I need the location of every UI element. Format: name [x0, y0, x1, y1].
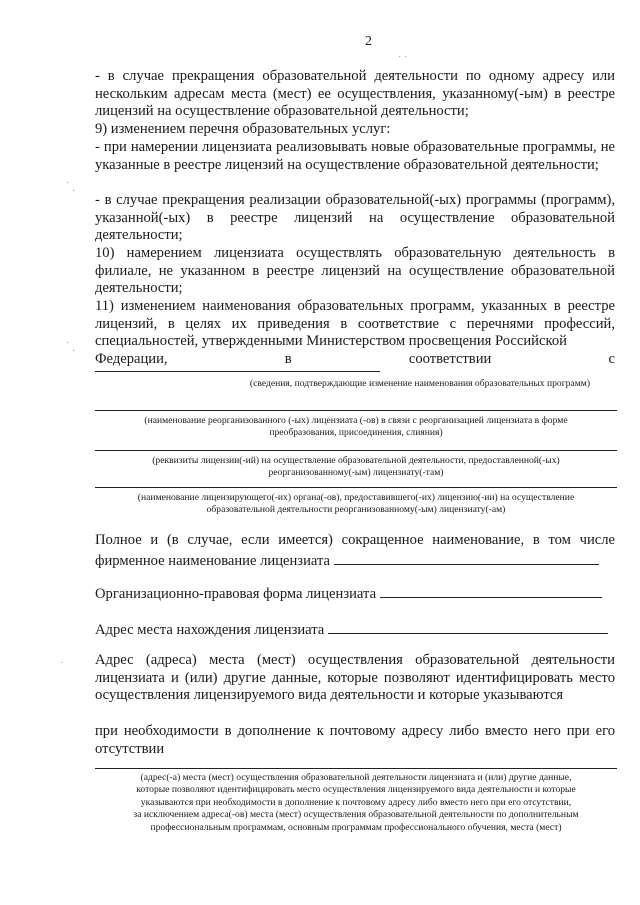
caption-line: (наименование реорганизованного (-ых) лицензиата (-ов) в связи с реорганизацией лицензиата в форме	[144, 415, 568, 426]
caption-programs: (сведения, подтверждающие изменение наименования образовательных программ)	[249, 378, 591, 389]
field-label: Полное и (в случае, если имеется) сокращенное наименование, в том числе фирменное наименование лицензиата	[95, 532, 615, 569]
scan-speck: ·	[66, 338, 70, 349]
fill-line-requisites[interactable]	[95, 450, 617, 451]
word: в	[284, 351, 292, 367]
word: соответствии	[408, 351, 492, 367]
word: Федерации,	[95, 351, 168, 367]
caption-line: реорганизованному(-ым) лицензиату(-там)	[268, 467, 444, 478]
caption-line: профессиональным программам, основным программам профессионального обучения, места (мест)	[150, 821, 562, 833]
scan-speck: ·	[72, 186, 76, 197]
fill-line-authority[interactable]	[95, 487, 617, 488]
scan-speck: · ·	[398, 52, 408, 63]
caption-line: которые позволяют идентифицировать место осуществления лицензируемого вида деятельности и которые	[136, 784, 576, 796]
field-activity-address: Адрес (адреса) места (мест) осуществления образовательной деятельности лицензиата и (или) другие данные, которые позволяют идентифицировать место осуществления лицензируемого вида деятельности и которые указываются	[95, 652, 615, 704]
caption-authority	[95, 492, 617, 516]
full-name-input[interactable]	[334, 550, 599, 565]
caption-line: (реквизиты лицензии(-ий) на осуществление образовательной деятельности, предоставленной(-ых)	[152, 455, 560, 466]
caption-line: (наименование лицензирующего(-их) органа(-ов), предоставившего(-их) лицензию(-ии) на осуществление	[137, 492, 575, 503]
fill-line[interactable]	[95, 371, 380, 372]
scan-speck: ·	[66, 178, 70, 189]
fill-line-activity-address[interactable]	[95, 768, 617, 769]
caption-line: преобразования, присоединения, слияния)	[269, 427, 443, 438]
field-full-name	[95, 532, 615, 570]
fill-line-reorganized[interactable]	[95, 410, 617, 411]
paragraph-11: 11) изменением наименования образовательных программ, указанных в реестре лицензий, в целях их приведения в соответствие с перечнями профессий, специальностей, утвержденными Министерством просвещения Российской	[95, 298, 615, 350]
paragraph-stop-programs: - в случае прекращения реализации образовательной(-ых) программы (программ), указанной(-ых) в реестре лицензий на осуществление образовательной деятельности;	[95, 192, 615, 244]
paragraph-9: 9) изменением перечня образовательных услуг:	[95, 121, 391, 137]
field-address	[95, 619, 615, 639]
caption-line: (адрес(-а) места (мест) осуществления образовательной деятельности лицензиата и (или) другие данные,	[140, 772, 572, 783]
word: с	[608, 351, 615, 367]
scan-speck: ·	[72, 346, 76, 357]
page-number: 2	[365, 34, 372, 49]
caption-line: образовательной деятельности реорганизованному(-ым) лицензиату(-ам)	[206, 504, 506, 515]
field-label: Адрес места нахождения лицензиата	[95, 622, 325, 638]
caption-requisites	[95, 455, 617, 479]
field-activity-address-note: при необходимости в дополнение к почтовому адресу либо вместо него при его отсутствии	[95, 723, 615, 757]
scan-speck: ·	[60, 658, 64, 669]
paragraph-new-programs: - при намерении лицензиата реализовывать новые образовательные программы, не указанные в реестре лицензий на осуществление образовательной деятельности;	[95, 139, 615, 173]
caption-activity-address	[95, 772, 617, 834]
paragraph-11-last-line	[95, 351, 615, 369]
caption-line: указываются при необходимости в дополнение к почтовому адресу либо вместо него при его отсутствии,	[140, 796, 572, 808]
field-label: Организационно-правовая форма лицензиата	[95, 586, 377, 602]
field-legal-form	[95, 583, 615, 603]
caption-reorganized	[95, 415, 617, 439]
paragraph-10: 10) намерением лицензиата осуществлять образовательную деятельность в филиале, не указанном в реестре лицензий на осуществление образовательной деятельности;	[95, 245, 615, 297]
caption-line: за исключением адреса(-ов) места (мест) осуществления образовательной деятельности по дополнительным	[133, 809, 579, 821]
paragraph-close-address: - в случае прекращения образовательной деятельности по одному адресу или нескольким адресам места (мест) ее осуществления, указанному(-ым) в реестре лицензий на осуществление образовательной деятельности;	[95, 68, 615, 120]
legal-form-input[interactable]	[380, 583, 602, 598]
address-input[interactable]	[328, 619, 608, 634]
